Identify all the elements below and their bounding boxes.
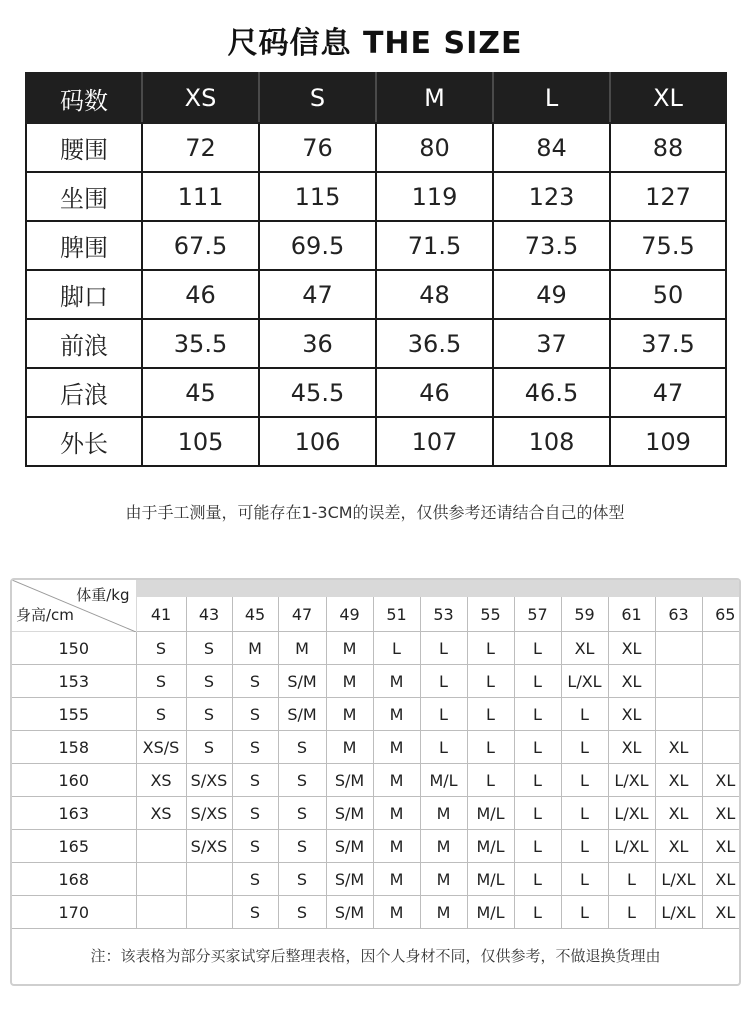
- recommended-size-cell: L: [467, 665, 514, 698]
- size-table-row: [26, 368, 726, 417]
- recommended-size-cell: L: [467, 731, 514, 764]
- rec-corner-cell: [12, 580, 136, 632]
- recommended-size-cell: S: [136, 632, 186, 665]
- recommended-size-cell: L: [514, 830, 561, 863]
- recommended-size-cell: M: [373, 764, 420, 797]
- recommended-size-cell: S: [232, 830, 278, 863]
- recommended-size-cell: XL: [702, 863, 741, 896]
- recommended-size-cell: L: [420, 665, 467, 698]
- weight-header-cell: 59: [561, 597, 608, 632]
- recommended-size-cell: [186, 863, 232, 896]
- weight-header-cell: 55: [467, 597, 514, 632]
- recommended-size-cell: L: [514, 698, 561, 731]
- measurement-value: 47: [259, 270, 376, 319]
- measurement-value: 105: [142, 417, 259, 466]
- recommended-size-cell: L: [561, 863, 608, 896]
- recommended-size-cell: XL: [655, 830, 702, 863]
- measurement-label: 前浪: [26, 319, 142, 368]
- recommended-size-cell: S/XS: [186, 764, 232, 797]
- measurement-value: 47: [610, 368, 726, 417]
- recommended-size-cell: XL: [608, 698, 655, 731]
- measurement-value: 115: [259, 172, 376, 221]
- recommended-size-cell: XL: [702, 830, 741, 863]
- recommended-size-cell: [702, 698, 741, 731]
- recommended-size-cell: S: [136, 665, 186, 698]
- recommended-size-cell: L: [420, 731, 467, 764]
- measurement-value: 45.5: [259, 368, 376, 417]
- measurement-value: 46.5: [493, 368, 610, 417]
- recommended-size-cell: L: [373, 632, 420, 665]
- measurement-value: 49: [493, 270, 610, 319]
- measurement-value: 37.5: [610, 319, 726, 368]
- height-cell: 150: [12, 632, 136, 665]
- weight-header-cell: 57: [514, 597, 561, 632]
- recommended-size-cell: L: [514, 896, 561, 929]
- recommended-size-cell: L: [514, 863, 561, 896]
- height-cell: 163: [12, 797, 136, 830]
- measurement-label: 腰围: [26, 123, 142, 172]
- recommended-size-cell: L: [514, 665, 561, 698]
- recommended-size-cell: L: [514, 632, 561, 665]
- recommended-size-cell: S: [278, 863, 326, 896]
- height-row: [12, 863, 741, 896]
- measurement-value: 36: [259, 319, 376, 368]
- measurement-value: 88: [610, 123, 726, 172]
- recommended-size-cell: L: [467, 698, 514, 731]
- size-table-row: [26, 319, 726, 368]
- recommended-size-cell: XL: [702, 896, 741, 929]
- height-row: [12, 731, 741, 764]
- measurement-value: 69.5: [259, 221, 376, 270]
- size-table-row: [26, 417, 726, 466]
- size-header-cell: L: [493, 73, 610, 123]
- recommended-size-cell: [136, 896, 186, 929]
- recommended-size-cell: M: [373, 830, 420, 863]
- weight-header-cell: 65: [702, 597, 741, 632]
- recommended-size-cell: M: [326, 632, 373, 665]
- weight-axis-label: 体重/kg: [76, 586, 130, 604]
- size-table-row: [26, 172, 726, 221]
- gray-strip: [136, 580, 741, 597]
- height-cell: 170: [12, 896, 136, 929]
- recommended-size-cell: M/L: [467, 896, 514, 929]
- height-row: [12, 698, 741, 731]
- weight-header-cell: 61: [608, 597, 655, 632]
- recommended-size-cell: S/M: [326, 896, 373, 929]
- measurement-value: 37: [493, 319, 610, 368]
- recommended-size-cell: S/M: [278, 698, 326, 731]
- height-row: [12, 896, 741, 929]
- measurement-value: 67.5: [142, 221, 259, 270]
- recommended-size-cell: L: [467, 764, 514, 797]
- recommended-size-cell: L: [608, 896, 655, 929]
- recommended-size-cell: M/L: [467, 863, 514, 896]
- size-table-row: [26, 270, 726, 319]
- recommended-size-cell: XL: [655, 731, 702, 764]
- recommended-size-cell: [702, 731, 741, 764]
- recommended-size-cell: M: [232, 632, 278, 665]
- recommended-size-cell: L: [561, 896, 608, 929]
- recommended-size-cell: XS: [136, 764, 186, 797]
- recommended-size-cell: M/L: [420, 764, 467, 797]
- recommended-size-cell: L: [514, 797, 561, 830]
- recommended-size-cell: M: [420, 830, 467, 863]
- recommended-size-cell: L: [608, 863, 655, 896]
- weight-header-cell: 47: [278, 597, 326, 632]
- recommended-size-cell: XL: [702, 764, 741, 797]
- measurement-value: 75.5: [610, 221, 726, 270]
- measurement-value: 76: [259, 123, 376, 172]
- rec-header-strip: [12, 580, 741, 597]
- recommended-size-cell: [655, 698, 702, 731]
- measurement-value: 46: [142, 270, 259, 319]
- size-recommendation-table: [12, 580, 741, 929]
- recommended-size-cell: XL: [655, 764, 702, 797]
- size-header-cell: 码数: [26, 73, 142, 123]
- recommended-size-cell: S: [232, 896, 278, 929]
- measurement-value: 119: [376, 172, 493, 221]
- measurement-value: 84: [493, 123, 610, 172]
- recommended-size-cell: L/XL: [655, 863, 702, 896]
- height-cell: 155: [12, 698, 136, 731]
- height-row: [12, 764, 741, 797]
- size-table: [25, 72, 727, 467]
- recommended-size-cell: L: [561, 830, 608, 863]
- measurement-value: 111: [142, 172, 259, 221]
- recommended-size-cell: S: [232, 797, 278, 830]
- weight-header-cell: 45: [232, 597, 278, 632]
- recommended-size-cell: S: [278, 830, 326, 863]
- height-cell: 165: [12, 830, 136, 863]
- recommended-size-cell: S: [186, 731, 232, 764]
- recommended-size-cell: XL: [702, 797, 741, 830]
- recommended-size-cell: XL: [655, 797, 702, 830]
- recommended-size-cell: XS/S: [136, 731, 186, 764]
- measurement-label: 外长: [26, 417, 142, 466]
- measurement-label: 坐围: [26, 172, 142, 221]
- measurement-value: 73.5: [493, 221, 610, 270]
- height-row: [12, 665, 741, 698]
- recommended-size-cell: M: [373, 698, 420, 731]
- recommended-size-cell: [655, 632, 702, 665]
- recommended-size-cell: L: [467, 632, 514, 665]
- measurement-value: 50: [610, 270, 726, 319]
- recommended-size-cell: L/XL: [608, 830, 655, 863]
- recommended-size-cell: S: [232, 764, 278, 797]
- recommended-size-cell: L/XL: [561, 665, 608, 698]
- recommended-size-cell: L: [561, 797, 608, 830]
- recommended-size-cell: M: [326, 698, 373, 731]
- recommended-size-cell: M: [373, 731, 420, 764]
- recommended-size-cell: M: [373, 797, 420, 830]
- measurement-value: 71.5: [376, 221, 493, 270]
- recommended-size-cell: L/XL: [608, 764, 655, 797]
- recommended-size-cell: S/M: [326, 764, 373, 797]
- recommended-size-cell: [702, 632, 741, 665]
- recommended-size-cell: S: [278, 731, 326, 764]
- measurement-value: 108: [493, 417, 610, 466]
- recommended-size-cell: [655, 665, 702, 698]
- recommended-size-cell: [136, 830, 186, 863]
- recommended-size-cell: L: [420, 698, 467, 731]
- measurement-value: 72: [142, 123, 259, 172]
- height-row: [12, 797, 741, 830]
- size-header-cell: M: [376, 73, 493, 123]
- recommended-size-cell: M/L: [467, 797, 514, 830]
- recommended-size-cell: S: [278, 797, 326, 830]
- height-cell: 160: [12, 764, 136, 797]
- recommended-size-cell: S: [232, 863, 278, 896]
- recommended-size-cell: S: [136, 698, 186, 731]
- height-row: [12, 632, 741, 665]
- recommended-size-cell: L/XL: [655, 896, 702, 929]
- weight-header-cell: 43: [186, 597, 232, 632]
- recommended-size-cell: [186, 896, 232, 929]
- measurement-value: 36.5: [376, 319, 493, 368]
- size-header-cell: XS: [142, 73, 259, 123]
- recommended-size-cell: M: [373, 896, 420, 929]
- recommended-size-cell: XL: [608, 731, 655, 764]
- measurement-value: 123: [493, 172, 610, 221]
- reference-note: 注：该表格为部分买家试穿后整理表格，因个人身材不同，仅供参考，不做退换货理由: [90, 947, 661, 965]
- measurement-label: 脾围: [26, 221, 142, 270]
- size-header-cell: S: [259, 73, 376, 123]
- recommended-size-cell: S/M: [326, 830, 373, 863]
- weight-header-cell: 63: [655, 597, 702, 632]
- recommended-size-cell: [702, 665, 741, 698]
- size-recommendation-panel: [10, 578, 741, 986]
- measurement-value: 46: [376, 368, 493, 417]
- recommended-size-cell: M: [420, 863, 467, 896]
- height-cell: 153: [12, 665, 136, 698]
- recommended-size-cell: XS: [136, 797, 186, 830]
- recommended-size-cell: S: [186, 665, 232, 698]
- measurement-value: 106: [259, 417, 376, 466]
- recommended-size-cell: M: [326, 665, 373, 698]
- weight-header-cell: 51: [373, 597, 420, 632]
- measurement-label: 脚口: [26, 270, 142, 319]
- recommended-size-cell: M: [373, 665, 420, 698]
- recommended-size-cell: M/L: [467, 830, 514, 863]
- measurement-value: 127: [610, 172, 726, 221]
- recommended-size-cell: XL: [608, 632, 655, 665]
- recommended-size-cell: L: [514, 764, 561, 797]
- height-axis-label: 身高/cm: [16, 606, 74, 624]
- recommended-size-cell: S: [232, 698, 278, 731]
- size-header-cell: XL: [610, 73, 726, 123]
- recommended-size-cell: L: [420, 632, 467, 665]
- recommended-size-cell: M: [278, 632, 326, 665]
- size-table-row: [26, 221, 726, 270]
- recommended-size-cell: XL: [561, 632, 608, 665]
- recommended-size-cell: S/M: [326, 797, 373, 830]
- measurement-label: 后浪: [26, 368, 142, 417]
- recommended-size-cell: M: [420, 896, 467, 929]
- height-cell: 168: [12, 863, 136, 896]
- weight-header-cell: 53: [420, 597, 467, 632]
- recommended-size-cell: S: [186, 698, 232, 731]
- recommended-size-cell: [136, 863, 186, 896]
- measurement-value: 109: [610, 417, 726, 466]
- recommended-size-cell: L: [514, 731, 561, 764]
- page-title: 尺码信息 THE SIZE: [227, 26, 523, 61]
- recommended-size-cell: L/XL: [608, 797, 655, 830]
- measurement-value: 48: [376, 270, 493, 319]
- recommended-size-cell: L: [561, 731, 608, 764]
- recommended-size-cell: L: [561, 698, 608, 731]
- recommended-size-cell: S: [232, 731, 278, 764]
- recommended-size-cell: S/M: [278, 665, 326, 698]
- recommended-size-cell: S: [186, 632, 232, 665]
- recommended-size-cell: XL: [608, 665, 655, 698]
- measurement-value: 80: [376, 123, 493, 172]
- height-cell: 158: [12, 731, 136, 764]
- size-table-header: [26, 73, 726, 123]
- recommended-size-cell: S: [278, 896, 326, 929]
- recommended-size-cell: S/XS: [186, 830, 232, 863]
- recommended-size-cell: M: [373, 863, 420, 896]
- weight-header-cell: 49: [326, 597, 373, 632]
- recommended-size-cell: S: [278, 764, 326, 797]
- measurement-value: 107: [376, 417, 493, 466]
- measurement-value: 35.5: [142, 319, 259, 368]
- size-table-row: [26, 123, 726, 172]
- recommended-size-cell: L: [561, 764, 608, 797]
- recommended-size-cell: M: [326, 731, 373, 764]
- recommended-size-cell: M: [420, 797, 467, 830]
- measurement-value: 45: [142, 368, 259, 417]
- recommended-size-cell: S: [232, 665, 278, 698]
- height-row: [12, 830, 741, 863]
- measurement-note: 由于手工测量，可能存在1-3CM的误差，仅供参考还请结合自己的体型: [125, 503, 625, 522]
- recommended-size-cell: S/XS: [186, 797, 232, 830]
- weight-header-cell: 41: [136, 597, 186, 632]
- recommended-size-cell: S/M: [326, 863, 373, 896]
